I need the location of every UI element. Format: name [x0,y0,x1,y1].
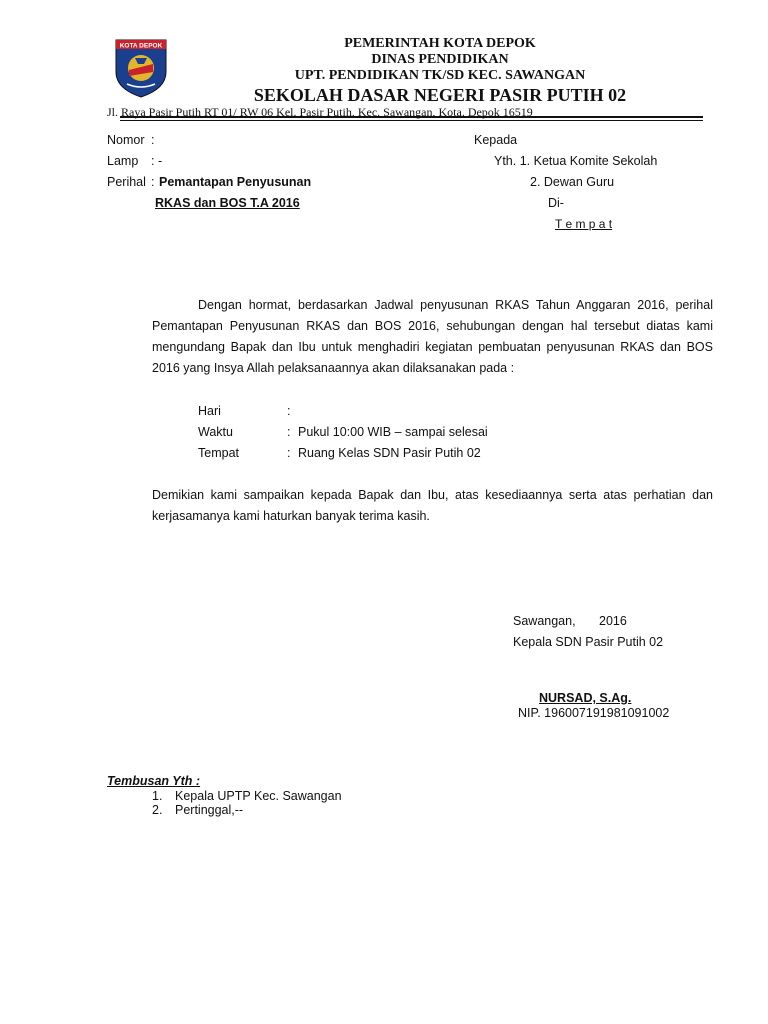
signatory-nip: NIP. 196007191981091002 [518,706,670,720]
schedule-colon-tempat: : [287,446,291,460]
signatory-name: NURSAD, S.Ag. [539,691,632,705]
header-divider-thin [120,120,703,121]
svg-text:KOTA DEPOK: KOTA DEPOK [119,42,163,50]
signature-title: Kepala SDN Pasir Putih 02 [513,635,664,649]
gov-name: PEMERINTAH KOTA DEPOK [344,36,536,51]
tembusan-item-2: Pertinggal,-- [175,803,244,817]
tembusan-num-2: 2. [152,803,163,817]
recipient-line2: 2. Dewan Guru [530,175,615,189]
schedule-colon-hari: : [287,404,291,418]
schedule-label-tempat: Tempat [198,446,239,460]
schedule-label-waktu: Waktu [198,425,233,439]
body-paragraph-2: Demikian kami sampaikan kepada Bapak dan Ibu, atas kesediaannya serta atas perhatian dan kerjasamanya kami haturkan banyak terima kasih. [152,488,713,523]
school-name: SEKOLAH DASAR NEGERI PASIR PUTIH 02 [253,85,627,105]
perihal-line2: RKAS dan BOS T.A 2016 [155,196,300,210]
schedule-value-waktu: Pukul 10:00 WIB – sampai selesai [298,425,488,439]
kepada-label: Kepada [474,133,518,147]
nomor-value: : [151,133,155,147]
header-divider [120,116,703,118]
tembusan-title: Tembusan Yth : [107,774,201,788]
school-address: Jl. Raya Pasir Putih RT 01/ RW 06 Kel. Pasir Putih, Kec. Sawangan, Kota. Depok 16519 [107,105,533,119]
recipient-line4: T e m p a t [555,217,613,231]
signature-place: Sawangan, [513,614,576,628]
perihal-label: Perihal [107,175,146,189]
schedule-value-tempat: Ruang Kelas SDN Pasir Putih 02 [298,446,481,460]
city-logo [113,38,169,98]
perihal-colon: : [151,175,155,189]
lamp-value: : - [151,154,163,168]
tembusan-item-1: Kepala UPTP Kec. Sawangan [175,789,342,803]
schedule-colon-waktu: : [287,425,291,439]
agency-name: DINAS PENDIDIKAN [371,52,509,67]
unit-name: UPT. PENDIDIKAN TK/SD KEC. SAWANGAN [294,68,586,83]
schedule-label-hari: Hari [198,404,221,418]
lamp-label: Lamp [107,154,139,168]
recipient-line1: Yth. 1. Ketua Komite Sekolah [494,154,658,168]
nomor-label: Nomor [107,133,145,147]
signature-year: 2016 [599,614,627,628]
tembusan-num-1: 1. [152,789,163,803]
body-paragraph-1: Dengan hormat, berdasarkan Jadwal penyusunan RKAS Tahun Anggaran 2016, perihal Pemantapan Penyusunan RKAS dan BOS 2016, sehubungan dengan hal tersebut diatas kami mengundang Bapak dan Ibu untuk menghadiri kegiatan pembuatan penyusunan RKAS dan BOS 2016 yang Insya Allah pelaksanaannya akan dilaksanakan pada : [152,298,713,375]
perihal-line1: Pemantapan Penyusunan [159,175,312,189]
recipient-line3: Di- [548,196,564,210]
